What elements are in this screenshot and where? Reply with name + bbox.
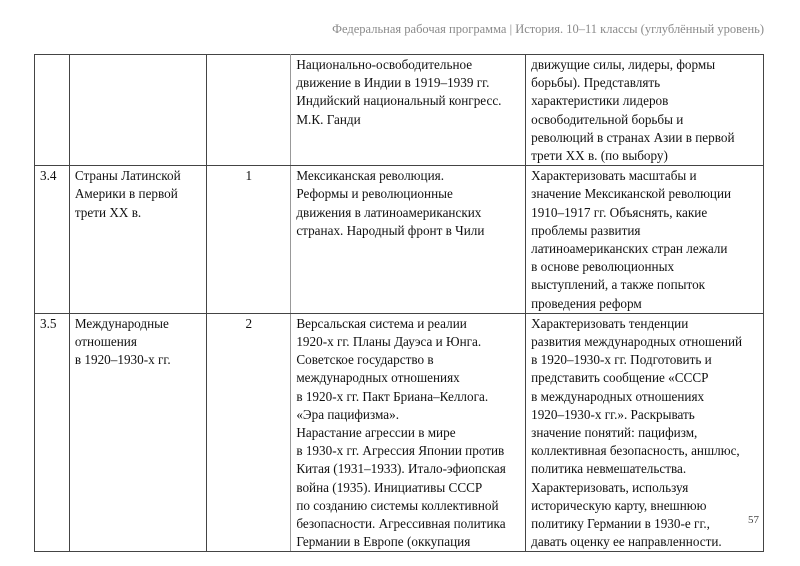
activity-line: в 1920–1930-х гг. Подготовить и bbox=[531, 352, 712, 368]
content-line: по созданию системы коллективной bbox=[296, 497, 499, 513]
activity-line: Характеризовать тенденции bbox=[531, 315, 689, 331]
content-line: странах. Народный фронт в Чили bbox=[296, 222, 485, 238]
activity-line: Характеризовать масштабы и bbox=[531, 168, 697, 184]
content-line: безопасности. Агрессивная политика bbox=[296, 516, 506, 532]
content-line: М.К. Ганди bbox=[296, 111, 361, 127]
activity-line: движущие силы, лидеры, формы bbox=[531, 57, 716, 72]
cell-topic bbox=[69, 313, 206, 552]
activity-line: трети XX в. (по выбору) bbox=[531, 148, 668, 164]
activity-line: политику Германии в 1930-е гг., bbox=[531, 516, 710, 532]
content-line: Мексиканская революция. bbox=[296, 168, 445, 184]
topic-line: Америки в первой bbox=[74, 186, 178, 202]
content-line: Советское государство в bbox=[296, 352, 434, 368]
cell-activity bbox=[526, 166, 764, 314]
cell-activity bbox=[526, 313, 764, 552]
activity-line: историческую карту, внешнюю bbox=[531, 497, 707, 513]
content-line: «Эра пацифизма». bbox=[296, 406, 400, 422]
cell-topic bbox=[69, 166, 206, 314]
activity-line: представить сообщение «СССР bbox=[531, 370, 709, 386]
activity-line: в основе революционных bbox=[531, 259, 675, 275]
activity-line: значение понятий: пацифизм, bbox=[531, 425, 698, 441]
table-row bbox=[35, 313, 764, 552]
activity-line: освободительной борьбы и bbox=[531, 111, 684, 127]
activity-line: характеристики лидеров bbox=[531, 93, 669, 109]
activity-line: проблемы развития bbox=[531, 222, 641, 238]
cell-activity bbox=[526, 55, 764, 166]
content-line: движение в Индии в 1919–1939 гг. bbox=[296, 75, 490, 91]
activity-line: политика невмешательства. bbox=[531, 461, 687, 477]
content-line: Национально-освободительное bbox=[296, 57, 473, 72]
content-line: Индийский национальный конгресс. bbox=[296, 93, 502, 109]
content-line: Китая (1931–1933). Итало-эфиопская bbox=[296, 461, 506, 477]
topic-line: Международные bbox=[74, 315, 169, 331]
content-line: движения в латиноамериканских bbox=[296, 204, 482, 220]
activity-line: революций в странах Азии в первой bbox=[531, 129, 735, 145]
topic-line: отношения bbox=[74, 334, 137, 350]
cell-hours bbox=[207, 55, 291, 166]
program-table bbox=[34, 54, 764, 552]
content-line: война (1935). Инициативы СССР bbox=[296, 479, 483, 495]
cell-content bbox=[291, 55, 526, 166]
content-line: в 1930-х гг. Агрессия Японии против bbox=[296, 443, 505, 459]
content-line: в 1920-х гг. Пакт Бриана–Келлога. bbox=[296, 388, 489, 404]
activity-line: давать оценку ее направленности. bbox=[531, 534, 722, 550]
page-number: 57 bbox=[748, 514, 759, 526]
table-row bbox=[35, 55, 764, 166]
cell-content bbox=[291, 166, 526, 314]
table-row bbox=[35, 166, 764, 314]
content-line: Германии в Европе (оккупация bbox=[296, 534, 471, 550]
content-line: 1920-х гг. Планы Дауэса и Юнга. bbox=[296, 334, 482, 350]
activity-line: 1910–1917 гг. Объяснять, какие bbox=[531, 204, 708, 220]
activity-line: значение Мексиканской революции bbox=[531, 186, 732, 202]
activity-line: в международных отношениях bbox=[531, 388, 705, 404]
cell-hours: 1 bbox=[207, 166, 291, 314]
activity-line: развития международных отношений bbox=[531, 334, 743, 350]
cell-number: 3.4 bbox=[35, 166, 70, 314]
content-line: Нарастание агрессии в мире bbox=[296, 425, 456, 441]
cell-number: 3.5 bbox=[35, 313, 70, 552]
activity-line: выступлений, а также попыток bbox=[531, 277, 706, 293]
activity-line: коллективная безопасность, аншлюс, bbox=[531, 443, 740, 459]
cell-content bbox=[291, 313, 526, 552]
activity-line: борьбы). Представлять bbox=[531, 75, 661, 91]
activity-line: 1920–1930-х гг.». Раскрывать bbox=[531, 406, 695, 422]
activity-line: Характеризовать, используя bbox=[531, 479, 689, 495]
content-line: Версальская система и реалии bbox=[296, 315, 467, 331]
cell-topic bbox=[69, 55, 206, 166]
topic-line: в 1920–1930-х гг. bbox=[74, 352, 171, 368]
topic-line: трети XX в. bbox=[74, 204, 142, 220]
cell-number bbox=[35, 55, 70, 166]
content-line: Реформы и революционные bbox=[296, 186, 453, 202]
running-header: Федеральная рабочая программа | История. 10–11 классы (углублённый уровень) bbox=[332, 22, 764, 36]
content-line: международных отношениях bbox=[296, 370, 460, 386]
topic-line: Страны Латинской bbox=[74, 168, 181, 184]
activity-line: латиноамериканских стран лежали bbox=[531, 241, 728, 257]
cell-hours: 2 bbox=[207, 313, 291, 552]
activity-line: проведения реформ bbox=[531, 295, 642, 311]
